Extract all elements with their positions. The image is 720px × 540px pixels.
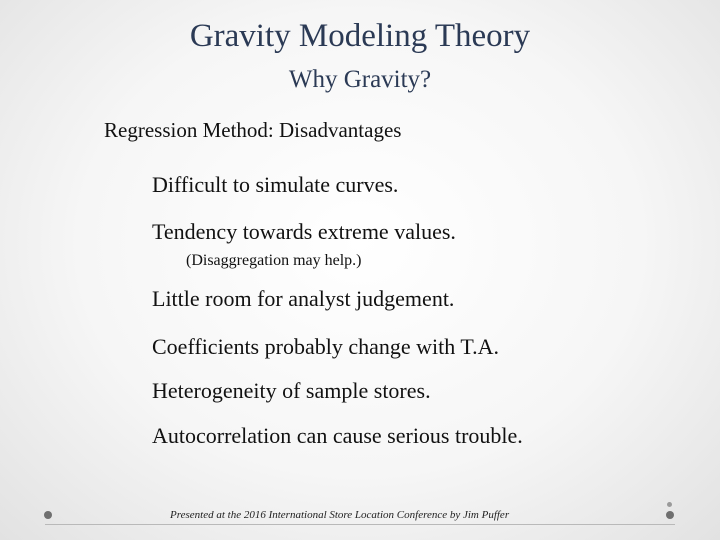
slide-subtitle: Why Gravity?: [288, 66, 432, 93]
right-decoration-dot: [666, 511, 674, 519]
section-heading: Regression Method: Disadvantages: [104, 118, 402, 142]
bullet-item: Difficult to simulate curves.: [152, 172, 399, 197]
bullet-item: Little room for analyst judgement.: [152, 286, 455, 311]
footer-credit: Presented at the 2016 International Store Location Conference by Jim Puffer: [170, 509, 510, 521]
footer-divider: [45, 524, 675, 525]
left-decoration-dot: [44, 511, 52, 519]
bullet-item: Coefficients probably change with T.A.: [152, 334, 500, 359]
bullet-item: Tendency towards extreme values.: [152, 219, 456, 244]
slide-title: Gravity Modeling Theory: [189, 18, 531, 54]
sub-bullet-item: (Disaggregation may help.): [186, 252, 362, 269]
bullet-item: Heterogeneity of sample stores.: [152, 378, 431, 403]
right-small-decoration-dot: [667, 502, 672, 507]
bullet-item: Autocorrelation can cause serious trouble.: [152, 423, 523, 448]
